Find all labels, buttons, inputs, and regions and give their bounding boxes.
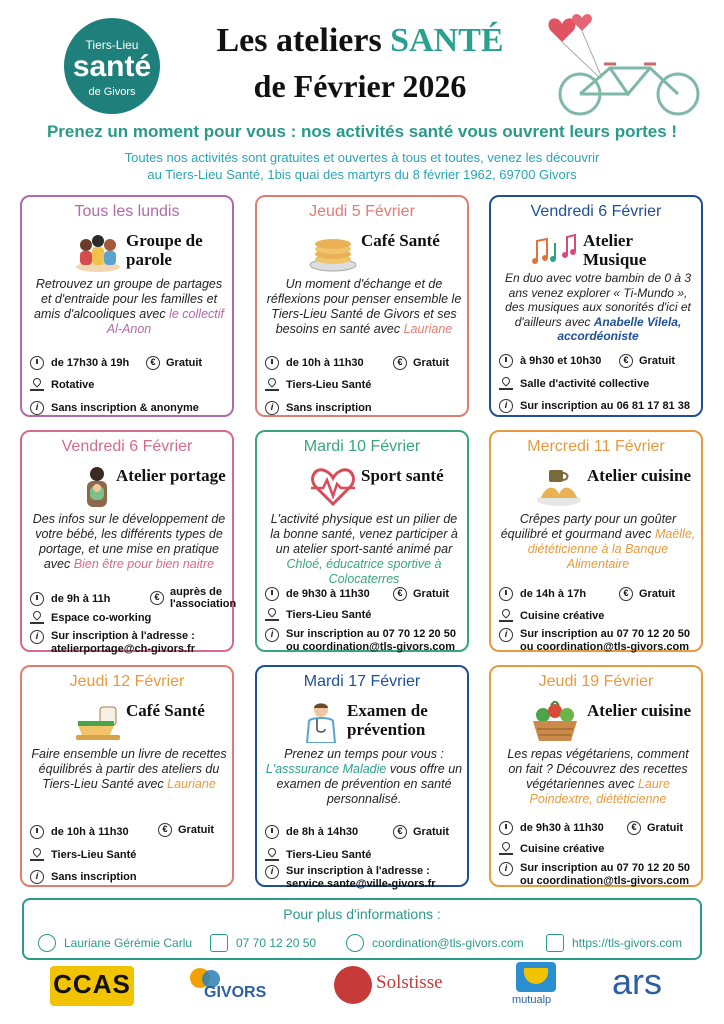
euro-icon: €: [393, 825, 407, 839]
event-description: Prenez un temps pour vous : L'asssurance Maladie vous offre un examen de prévention en santé personnalisé.: [265, 747, 463, 806]
event-card-atelier-cuisine-2: [489, 665, 703, 887]
intro-text: [60, 149, 664, 183]
event-title: Atelier Musique: [583, 231, 647, 269]
event-title: Examen de prévention: [347, 701, 428, 739]
solstisse-logo: Solstisse: [334, 964, 444, 1008]
footer-email[interactable]: coordination@tls-givors.com: [346, 934, 524, 952]
event-description: L'activité physique est un pilier de la bonne santé, venez participer à un atelier sport-santé animé par Chloé, éducatrice sportive à Colocaterres: [270, 512, 458, 586]
info-icon: i: [499, 628, 513, 642]
euro-icon: €: [158, 823, 172, 837]
event-host: Bien être pour bien naitre: [73, 557, 215, 571]
clock-icon: [30, 356, 44, 370]
music-notes-icon: [531, 231, 579, 273]
ccas-logo: CCAS: [50, 966, 134, 1006]
title-accent: SANTÉ: [390, 22, 504, 59]
event-time: de 9h30 à 11h30: [265, 587, 370, 601]
euro-icon: €: [619, 587, 633, 601]
footer-heading: Pour plus d'informations :: [283, 906, 441, 922]
event-description: Faire ensemble un livre de recettes équilibrés à partir des ateliers du Tiers-Lieu Santé avec Lauriane: [31, 747, 227, 791]
event-title: Atelier portage: [116, 466, 226, 485]
event-card-groupe-parole: [20, 195, 234, 417]
location-icon: [30, 611, 44, 625]
event-registration: i Sur inscription au 06 81 17 81 38: [499, 399, 690, 413]
event-time: de 10h à 11h30: [30, 825, 129, 839]
event-host: le collectif Al-Anon: [106, 307, 224, 336]
event-price: € Gratuit: [619, 354, 675, 368]
footer-phone[interactable]: 07 70 12 20 50: [210, 934, 316, 952]
event-date: Mardi 10 Février: [303, 438, 421, 455]
group-icon: [74, 231, 122, 273]
event-description: En duo avec votre bambin de 0 à 3 ans venez explorer « Ti-Mundo », des musiques aux sonorités d'ici et d'ailleurs avec Anabelle Vilela, accordéoniste: [504, 271, 692, 343]
event-host: Anabelle Vilela, accordéoniste: [557, 314, 682, 343]
globe-icon: [546, 934, 564, 952]
event-place: Tiers-Lieu Santé: [265, 848, 371, 862]
clock-icon: [30, 592, 44, 606]
event-card-atelier-cuisine-1: [489, 430, 703, 652]
event-date: Tous les lundis: [74, 203, 180, 220]
event-place: Cuisine créative: [499, 842, 604, 856]
event-title: Groupe de parole: [126, 231, 203, 269]
at-sign-icon: [346, 934, 364, 952]
crepes-cup-icon: [535, 466, 583, 508]
event-host: Lauriane: [167, 777, 216, 791]
info-icon: i: [30, 630, 44, 644]
event-date: Vendredi 6 Février: [61, 438, 193, 455]
info-icon: i: [499, 862, 513, 876]
location-icon: [499, 609, 513, 623]
euro-icon: €: [150, 591, 164, 605]
tandem-bike-balloons-icon: [540, 8, 710, 118]
event-place: Salle d'activité collective: [499, 377, 649, 391]
heart-pulse-icon: [309, 466, 357, 508]
event-description: Retrouvez un groupe de partages et d'entraide pour les familles et amis d'alcooliques avec le collectif Al-Anon: [34, 277, 224, 336]
crepes-icon: [309, 231, 357, 273]
event-registration: i Sur inscription au 07 70 12 20 50 ou coordination@tls-givors.com: [499, 862, 699, 888]
event-host: L'asssurance Maladie: [265, 762, 387, 776]
event-host: Laure Poindextre, diététicienne: [529, 777, 670, 806]
location-icon: [265, 848, 279, 862]
event-time: de 17h30 à 19h: [30, 356, 129, 370]
euro-icon: €: [146, 356, 160, 370]
event-price: € Gratuit: [619, 587, 675, 601]
event-place: Tiers-Lieu Santé: [265, 608, 371, 622]
event-place: Tiers-Lieu Santé: [265, 378, 371, 392]
event-card-cafe-sante-2: [20, 665, 234, 887]
event-place: Rotative: [30, 378, 94, 392]
ars-logo: ars: [612, 961, 663, 1002]
event-registration: i Sans inscription & anonyme: [30, 401, 199, 415]
clock-icon: [499, 354, 513, 368]
logo-line2: santé: [72, 50, 152, 83]
doctor-icon: [301, 701, 341, 743]
event-title: Sport santé: [361, 466, 444, 485]
event-price: € Gratuit: [393, 587, 449, 601]
clock-icon: [30, 825, 44, 839]
event-time: de 8h à 14h30: [265, 825, 358, 839]
title-prefix: Les ateliers: [216, 22, 391, 59]
info-icon: i: [265, 401, 279, 415]
intro-line2: au Tiers-Lieu Santé, 1bis quai des martyrs du 8 février 1962, 69700 Givors: [147, 167, 577, 182]
clock-icon: [499, 587, 513, 601]
tiers-lieu-logo: [64, 18, 160, 114]
event-description: Crêpes party pour un goûter équilibré et gourmand avec Maëlle, diététicienne à la Banque Alimentaire: [500, 512, 696, 571]
location-icon: [499, 377, 513, 391]
event-time: à 9h30 et 10h30: [499, 354, 601, 368]
info-icon: i: [30, 870, 44, 884]
event-date: Mardi 17 Février: [303, 673, 421, 690]
event-price: € auprès de l'association: [150, 586, 234, 610]
event-price: € Gratuit: [146, 356, 202, 370]
page-title: [180, 22, 540, 60]
info-icon: i: [30, 401, 44, 415]
euro-icon: €: [619, 354, 633, 368]
event-description: Des infos sur le développement de votre bébé, les différents types de portage, et une mise en pratique avec Bien être pour bien naitre: [32, 512, 226, 571]
event-place: Espace co-working: [30, 611, 151, 625]
event-title: Atelier cuisine: [587, 701, 692, 720]
euro-icon: €: [627, 821, 641, 835]
event-registration: i Sur inscription au 07 70 12 20 50 ou coordination@tls-givors.com: [499, 628, 699, 654]
event-registration: i Sur inscription au 07 70 12 20 50 ou coordination@tls-givors.com: [265, 628, 465, 654]
event-description: Les repas végétariens, comment on fait ? Découvrez des recettes végétariennes avec Laure Poindextre, diététicienne: [507, 747, 689, 806]
event-title: Atelier cuisine: [587, 466, 692, 485]
page-subtitle: de Février 2026: [253, 68, 467, 104]
event-price: € Gratuit: [627, 821, 683, 835]
euro-icon: €: [393, 356, 407, 370]
givors-logo: GIVORS: [190, 968, 280, 1004]
handshake-icon: [38, 934, 56, 952]
event-registration: i Sans inscription: [265, 401, 372, 415]
event-date: Jeudi 5 Février: [309, 203, 415, 220]
event-card-atelier-musique: [489, 195, 703, 417]
event-date: Jeudi 12 Février: [69, 673, 185, 690]
euro-icon: €: [393, 587, 407, 601]
event-time: de 10h à 11h30: [265, 356, 364, 370]
logo-line3: de Givors: [88, 86, 136, 98]
info-icon: i: [499, 399, 513, 413]
event-host: Maëlle, diététicienne à la Banque Alimentaire: [527, 527, 696, 571]
location-icon: [30, 848, 44, 862]
info-icon: i: [265, 865, 279, 879]
mutualp-logo: mutualp: [512, 962, 562, 1008]
footer-website[interactable]: https://tls-givors.com: [546, 934, 682, 952]
event-date: Vendredi 6 Février: [530, 203, 662, 220]
tagline: Prenez un moment pour vous : nos activités santé vous ouvrent leurs portes !: [46, 122, 678, 141]
clock-icon: [499, 821, 513, 835]
event-price: € Gratuit: [158, 823, 214, 837]
event-place: Cuisine créative: [499, 609, 604, 623]
event-card-sport-sante: [255, 430, 469, 652]
event-card-examen-prevention: [255, 665, 469, 890]
event-registration: i Sans inscription: [30, 870, 137, 884]
event-place: Tiers-Lieu Santé: [30, 848, 136, 862]
clock-icon: [265, 825, 279, 839]
intro-line1: Toutes nos activités sont gratuites et ouvertes à tous et toutes, venez les découvrir: [124, 150, 600, 165]
vegetable-basket-icon: [531, 701, 579, 743]
event-title: Café Santé: [361, 231, 440, 250]
event-time: de 14h à 17h: [499, 587, 586, 601]
location-icon: [30, 378, 44, 392]
event-date: Jeudi 19 Février: [538, 673, 654, 690]
event-price: € Gratuit: [393, 356, 449, 370]
location-icon: [265, 608, 279, 622]
event-card-atelier-portage: [20, 430, 237, 655]
event-date: Mercredi 11 Février: [527, 438, 665, 455]
info-icon: i: [265, 628, 279, 642]
logo-line1: Tiers-Lieu: [85, 38, 139, 52]
event-description: Un moment d'échange et de réflexions pour penser ensemble le Tiers-Lieu Santé de Givors et ses besoins en santé avec Lauriane: [266, 277, 462, 336]
event-time: de 9h30 à 11h30: [499, 821, 604, 835]
event-registration: i Sur inscription à l'adresse : atelierportage@ch-givors.fr: [30, 630, 230, 656]
clock-icon: [265, 356, 279, 370]
event-host: Lauriane: [403, 322, 453, 336]
event-host: Chloé, éducatrice sportive à Colocaterres: [286, 557, 442, 586]
event-title: Café Santé: [126, 701, 205, 720]
footer-contact-name: Lauriane Gérémie Carlu: [38, 934, 192, 952]
event-price: € Gratuit: [393, 825, 449, 839]
event-registration: i Sur inscription à l'adresse : service.sante@ville-givors.fr: [265, 865, 465, 891]
clock-icon: [265, 587, 279, 601]
baby-carrier-icon: [80, 466, 114, 508]
contact-footer: [22, 898, 702, 960]
location-icon: [265, 378, 279, 392]
coffee-sandwich-icon: [74, 701, 122, 743]
event-time: de 9h à 11h: [30, 592, 110, 606]
event-card-cafe-sante-1: [255, 195, 469, 417]
location-icon: [499, 842, 513, 856]
phone-icon: [210, 934, 228, 952]
